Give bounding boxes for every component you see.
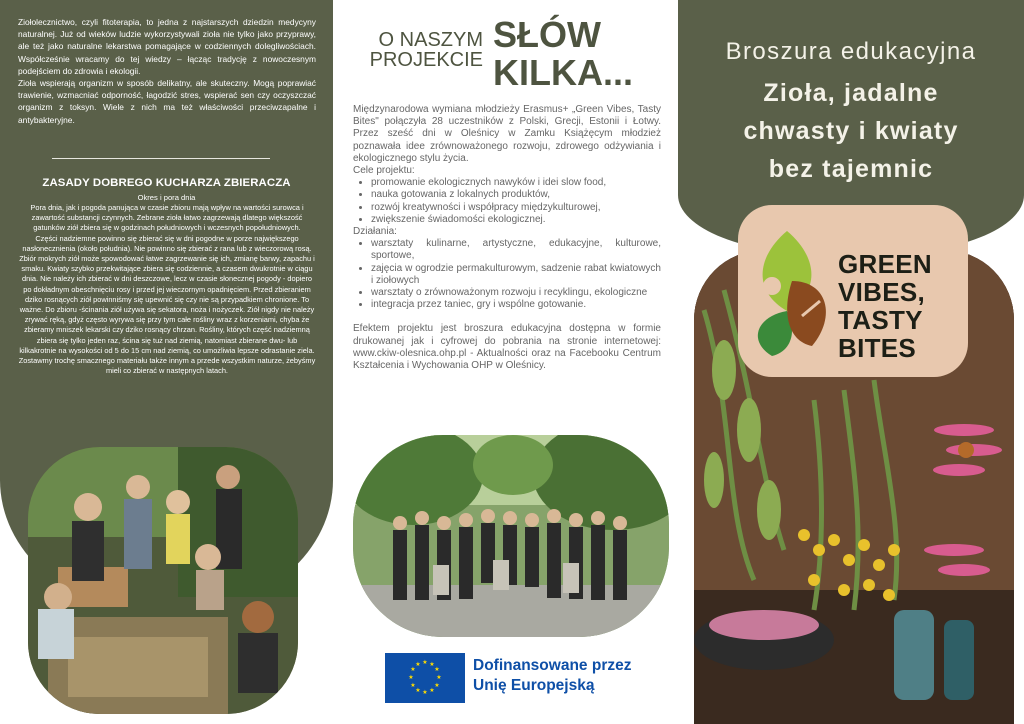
spacer xyxy=(353,311,661,323)
logo-line4: BITES xyxy=(838,333,917,363)
project-title-big xyxy=(493,16,633,92)
brochure-title-line3: bez tajemnic xyxy=(768,155,934,183)
goals-label: Cele projektu: xyxy=(353,165,415,177)
list-item: • warsztaty kulinarne, artystyczne, edukacyjne, kulturowe, sportowe, xyxy=(371,238,661,262)
group-photo xyxy=(353,435,669,637)
right-panel xyxy=(678,0,1024,724)
middle-panel xyxy=(333,0,678,724)
svg-text:★: ★ xyxy=(422,689,428,696)
svg-text:★: ★ xyxy=(408,674,414,681)
project-title-small-line1: O NASZYM xyxy=(378,29,483,51)
list-item: • zwiększenie świadomości ekologicznej. xyxy=(371,214,661,226)
actions-list xyxy=(353,238,661,311)
garden-photo-illustration xyxy=(28,447,298,714)
svg-text:★: ★ xyxy=(422,659,428,666)
eu-funding-line1: Dofinansowane przez xyxy=(473,657,632,674)
green-vibes-logo xyxy=(738,205,968,377)
intro-text xyxy=(18,16,316,126)
rules-paragraph-2: Części nadziemne powinno się zbierać się w dni pogodne w porze największego nasłonecznienia (około południa). Nie powinno się zbierać z rana lub z wieczorową rosą. Zbiór mokrych ziół może spowodować łatwe zagrzewanie się ich, zmianę barwy, zapachu i smaku. Kwiaty szybko przekwitające zbiera się codziennie, a czasem dwukrotnie w ciągu dnia. Nie należy ich zbierać w dni deszczowe, lecz w czasie słonecznej pogody - dopiero po dokładnym obeschnięciu rosy i przed jej wieczornym opadnięciem. Przed zbieraniem dziko rosnących ziół powinniśmy się upewnić się czy nie są przypadkiem chronione. To ważne. Do zbioru -ścinania ziół używa się sekatora, noża i nożyczek. Ziół nigdy nie należy zrywać ręką, gdyż często wyrywa się przy tym całe rośliny wraz z korzeniami, chyba że zbieramy mniszek lekarski czy dziko rosnący chrzan. Rośliny, których część nadziemną zbiera się tylko jeden raz, ścina się tuż nad ziemią, natomiast zbierane dwu- lub kilkakrotnie na wysokości od 5 do 15 cm nad ziemią, co umożliwia lepsze odrastanie ziela. Zostawmy trochę smacznego materiału także innym a przede wszystkim naturze, żebyśmy mieli co zbierać w następnych latach. xyxy=(18,233,316,376)
leaf-logo-icon xyxy=(742,221,837,361)
brochure-title xyxy=(678,74,1024,188)
rules-paragraph-1: Pora dnia, jak i pogoda panująca w czasie zbioru mają wpływ na wartości surowca i zawartość substancji czynnych. Zebrane zioła łatwo zagrzewają dlatego większość gatunków ziół zbiera się w godzinach południowych i wczesnych popołudniowych. xyxy=(30,203,304,233)
svg-text:★: ★ xyxy=(415,687,421,694)
project-title-big-line1: SŁÓW xyxy=(493,14,601,55)
logo-line2: VIBES, xyxy=(838,277,926,307)
svg-text:★: ★ xyxy=(434,682,440,689)
group-photo-illustration xyxy=(353,435,669,637)
intro-paragraph-2: Zioła wspierają organizm w sposób delikatny, ale skuteczny. Mogą poprawiać trawienie, wzmacniać odporność, łagodzić stres, wspierać sen czy oczyszczać organizm z toksyn. Wiele z nich ma też właściwości przeciwzapalne i antybakteryjne. xyxy=(18,78,316,125)
svg-text:★: ★ xyxy=(429,687,435,694)
brochure-label: Broszura edukacyjna xyxy=(725,38,977,65)
garden-photo xyxy=(28,447,298,714)
list-item: • promowanie ekologicznych nawyków i idei slow food, xyxy=(371,177,661,189)
list-item: • nauka gotowania z lokalnych produktów, xyxy=(371,189,661,201)
rules-text xyxy=(18,203,316,376)
section-divider xyxy=(52,158,270,159)
logo-line1: GREEN xyxy=(838,249,932,279)
logo-line3: TASTY xyxy=(838,305,923,335)
brochure-title-line2: chwasty i kwiaty xyxy=(743,117,959,145)
eu-flag-icon xyxy=(385,653,465,703)
project-outro: Efektem projektu jest broszura edukacyjna dostępna w formie drukowanej jak i cyfrowej do pobrania na stronie internetowej: www.ckiw-olesnica.ohp.pl - Aktualności oraz na Facebooku Centrum Kształcenia i Wychowania OHP w Oleśnicy. xyxy=(353,323,661,372)
list-item: • integracja przez taniec, gry i wspólne gotowanie. xyxy=(371,299,661,311)
intro-paragraph-1: Ziołolecznictwo, czyli fitoterapia, to jedna z najstarszych dziedzin medycyny naturalnej. Już od wieków ludzie wykorzystywali zioła nie tylko jako przyprawy, ale też jako naturalne lekarstwa pomagające w codziennych dolegliwościach. Współcześnie wracamy do tej wiedzy – łącząc tradycję z nowoczesnym podejściem do zdrowia i ekologii. xyxy=(18,17,316,76)
logo-wordmark xyxy=(838,250,932,362)
project-intro: Międzynarodowa wymiana młodzieży Erasmus+ „Green Vibes, Tasty Bites" połączyła 28 uczestników z Polski, Grecji, Estonii i Łotwy. Przez sześć dni w Oleśnicy w Zamku Książęcym młodzież poznawała idee zrównoważonego rozwoju, zdrowego odżywiania i ekologicznego stylu życia. xyxy=(353,104,661,164)
goals-list xyxy=(353,177,661,226)
brochure-title-line1: Zioła, jadalne xyxy=(763,79,939,107)
svg-text:★: ★ xyxy=(429,661,435,668)
project-description xyxy=(353,104,661,372)
svg-text:★: ★ xyxy=(434,666,440,673)
svg-text:★: ★ xyxy=(415,661,421,668)
eu-funding-logo xyxy=(385,651,677,706)
rules-subheading: Okres i pora dnia xyxy=(137,193,196,202)
eu-funding-line2: Unię Europejską xyxy=(473,677,595,694)
left-panel xyxy=(0,0,333,724)
project-title-small xyxy=(343,30,483,70)
actions-label: Działania: xyxy=(353,226,397,238)
list-item: • warsztaty o zrównoważonym rozwoju i recyklingu, ekologiczne xyxy=(371,287,661,299)
rules-heading: ZASADY DOBREGO KUCHARZA ZBIERACZA xyxy=(42,177,291,189)
svg-text:★: ★ xyxy=(410,682,416,689)
project-title-big-line2: KILKA... xyxy=(493,52,633,93)
list-item: • rozwój kreatywności i współpracy międzykulturowej, xyxy=(371,202,661,214)
svg-text:★: ★ xyxy=(436,674,442,681)
list-item: • zajęcia w ogrodzie permakulturowym, sadzenie rabat kwiatowych i ziołowych xyxy=(371,263,661,287)
project-title-small-line2: PROJEKCIE xyxy=(369,49,483,71)
eu-funding-text xyxy=(473,656,631,696)
svg-text:★: ★ xyxy=(410,666,416,673)
